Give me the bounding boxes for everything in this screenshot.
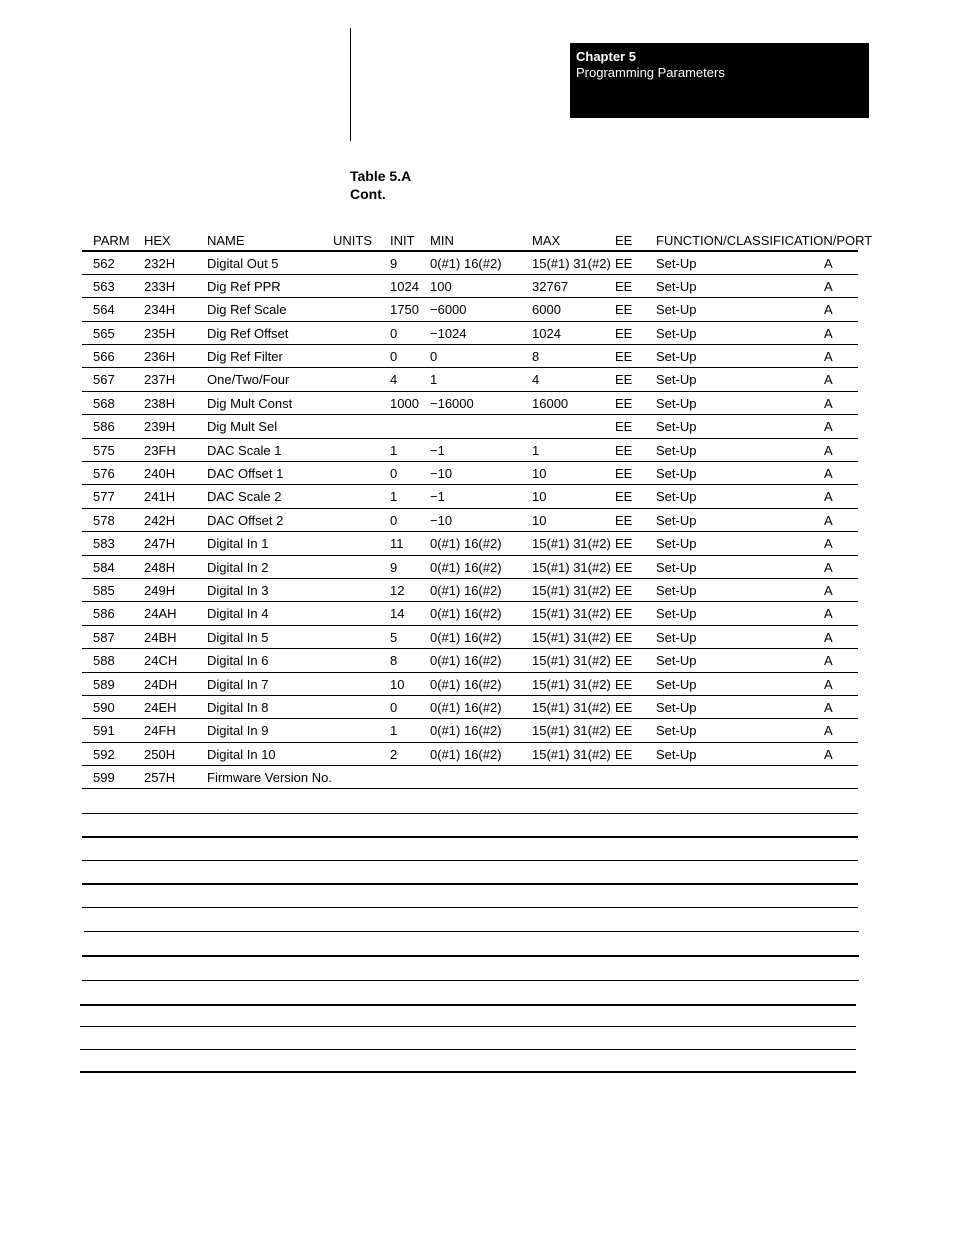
cell-hex: 234H [144, 302, 176, 318]
cell-hex: 23FH [144, 442, 176, 458]
cell-name: Digital In 5 [207, 629, 269, 645]
cell-hex: 249H [144, 582, 176, 598]
table-title-line2: Cont. [350, 186, 386, 202]
cell-function: Set-Up [656, 699, 697, 715]
cell-ee: EE [615, 723, 633, 739]
cell-port: A [824, 302, 833, 318]
cell-min: 0(#1) 16(#2) [430, 699, 502, 715]
cell-name: Dig Ref Filter [207, 349, 283, 365]
cell-function: Set-Up [656, 559, 697, 575]
cell-parm: 576 [93, 466, 115, 482]
cell-name: Dig Ref Scale [207, 302, 287, 318]
table-row [82, 252, 858, 275]
cell-min: 0(#1) 16(#2) [430, 746, 502, 762]
table-row [82, 532, 858, 555]
cell-ee: EE [615, 582, 633, 598]
cell-ee: EE [615, 325, 633, 341]
cell-port: A [824, 629, 833, 645]
cell-function: Set-Up [656, 255, 697, 271]
blank-rule-line [82, 860, 858, 861]
table-row [82, 649, 858, 672]
cell-init: 12 [390, 582, 405, 598]
cell-hex: 238H [144, 395, 176, 411]
blank-rule-line [80, 1004, 856, 1006]
cell-init: 4 [390, 372, 398, 388]
cell-ee: EE [615, 629, 633, 645]
cell-name: DAC Offset 1 [207, 466, 284, 482]
cell-hex: 233H [144, 278, 176, 294]
cell-max: 15(#1) 31(#2) [532, 559, 611, 575]
cell-hex: 24DH [144, 676, 178, 692]
cell-function: Set-Up [656, 582, 697, 598]
cell-init: 1024 [390, 278, 419, 294]
cell-init: 0 [390, 325, 398, 341]
cell-parm: 588 [93, 653, 115, 669]
cell-parm: 584 [93, 559, 115, 575]
cell-port: A [824, 699, 833, 715]
cell-max: 10 [532, 512, 547, 528]
table-row [82, 298, 858, 321]
cell-parm: 577 [93, 489, 115, 505]
table-row [82, 275, 858, 298]
cell-port: A [824, 395, 833, 411]
cell-parm: 591 [93, 723, 115, 739]
table-row [82, 485, 858, 508]
col-header-max: MAX [532, 233, 561, 248]
cell-min: 0(#1) 16(#2) [430, 676, 502, 692]
cell-function: Set-Up [656, 512, 697, 528]
col-header-units: UNITS [333, 233, 372, 248]
cell-port: A [824, 442, 833, 458]
table-row [82, 719, 858, 742]
table-row [82, 579, 858, 602]
cell-parm: 564 [93, 302, 115, 318]
cell-min: 0(#1) 16(#2) [430, 653, 502, 669]
cell-port: A [824, 559, 833, 575]
blank-rule-line [80, 1071, 856, 1073]
cell-max: 32767 [532, 278, 569, 294]
table-header-row [82, 228, 873, 252]
cell-name: Dig Ref PPR [207, 278, 281, 294]
cell-hex: 250H [144, 746, 176, 762]
cell-function: Set-Up [656, 746, 697, 762]
cell-parm: 568 [93, 395, 115, 411]
cell-hex: 235H [144, 325, 176, 341]
cell-ee: EE [615, 489, 633, 505]
cell-function: Set-Up [656, 536, 697, 552]
cell-ee: EE [615, 676, 633, 692]
cell-function: Set-Up [656, 723, 697, 739]
blank-rule-line [80, 1049, 856, 1050]
cell-name: Firmware Version No. [207, 770, 332, 786]
table-row [82, 602, 858, 625]
blank-rule-line [82, 980, 859, 981]
table-row [82, 673, 858, 696]
blank-rule-line [82, 836, 858, 838]
cell-max: 15(#1) 31(#2) [532, 699, 611, 715]
chapter-label: Chapter 5 [576, 49, 636, 64]
cell-max: 1024 [532, 325, 561, 341]
cell-function: Set-Up [656, 395, 697, 411]
cell-max: 15(#1) 31(#2) [532, 746, 611, 762]
table-row [82, 322, 858, 345]
cell-hex: 24BH [144, 629, 177, 645]
cell-function: Set-Up [656, 442, 697, 458]
cell-hex: 24FH [144, 723, 176, 739]
cell-hex: 24EH [144, 699, 177, 715]
col-header-ee: EE [615, 233, 633, 248]
cell-max: 6000 [532, 302, 561, 318]
cell-name: Digital Out 5 [207, 255, 279, 271]
cell-min: −1 [430, 442, 445, 458]
blank-rule-line [82, 883, 858, 885]
cell-parm: 592 [93, 746, 115, 762]
cell-ee: EE [615, 349, 633, 365]
blank-rule-line [82, 907, 858, 908]
col-header-name: NAME [207, 233, 245, 248]
cell-ee: EE [615, 302, 633, 318]
chapter-header [570, 43, 869, 118]
cell-port: A [824, 255, 833, 271]
cell-function: Set-Up [656, 466, 697, 482]
cell-parm: 599 [93, 770, 115, 786]
cell-parm: 586 [93, 606, 115, 622]
cell-hex: 257H [144, 770, 176, 786]
cell-min: 0 [430, 349, 438, 365]
blank-rule-line [82, 813, 858, 814]
cell-init: 10 [390, 676, 405, 692]
cell-init: 8 [390, 653, 398, 669]
cell-port: A [824, 723, 833, 739]
cell-min: −16000 [430, 395, 474, 411]
cell-name: Dig Mult Const [207, 395, 293, 411]
cell-port: A [824, 325, 833, 341]
cell-min: −6000 [430, 302, 467, 318]
table-row [82, 743, 858, 766]
table-row [82, 345, 858, 368]
cell-hex: 247H [144, 536, 176, 552]
cell-port: A [824, 536, 833, 552]
cell-ee: EE [615, 278, 633, 294]
cell-port: A [824, 372, 833, 388]
cell-name: DAC Offset 2 [207, 512, 284, 528]
cell-port: A [824, 349, 833, 365]
cell-init: 1000 [390, 395, 419, 411]
cell-init: 1 [390, 723, 398, 739]
cell-min: 0(#1) 16(#2) [430, 629, 502, 645]
cell-ee: EE [615, 395, 633, 411]
table-title-line1: Table 5.A [350, 168, 412, 184]
cell-function: Set-Up [656, 606, 697, 622]
cell-max: 1 [532, 442, 540, 458]
col-header-init: INIT [390, 233, 415, 248]
cell-hex: 24AH [144, 606, 177, 622]
table-row [82, 696, 858, 719]
cell-init: 9 [390, 255, 398, 271]
cell-ee: EE [615, 536, 633, 552]
cell-port: A [824, 278, 833, 294]
cell-parm: 565 [93, 325, 115, 341]
cell-init: 5 [390, 629, 398, 645]
cell-max: 15(#1) 31(#2) [532, 536, 611, 552]
cell-init: 11 [390, 536, 404, 552]
cell-ee: EE [615, 466, 633, 482]
cell-init: 14 [390, 606, 405, 622]
table-row [82, 626, 858, 649]
col-header-hex: HEX [144, 233, 171, 248]
cell-min: −1024 [430, 325, 467, 341]
cell-max: 15(#1) 31(#2) [532, 255, 611, 271]
cell-name: Digital In 7 [207, 676, 269, 692]
cell-max: 15(#1) 31(#2) [532, 582, 611, 598]
blank-rule-line [80, 1026, 856, 1027]
cell-hex: 237H [144, 372, 176, 388]
cell-init: 9 [390, 559, 398, 575]
cell-ee: EE [615, 372, 633, 388]
cell-name: Digital In 3 [207, 582, 269, 598]
cell-max: 15(#1) 31(#2) [532, 723, 611, 739]
cell-min: −10 [430, 512, 453, 528]
chapter-subtitle: Programming Parameters [576, 65, 725, 80]
table-title [350, 167, 411, 203]
cell-name: Digital In 8 [207, 699, 269, 715]
table-row [82, 462, 858, 485]
cell-parm: 578 [93, 512, 115, 528]
cell-min: 0(#1) 16(#2) [430, 536, 502, 552]
cell-ee: EE [615, 699, 633, 715]
col-header-function: FUNCTION/CLASSIFICATION/PORT [656, 233, 873, 248]
cell-min: 0(#1) 16(#2) [430, 559, 502, 575]
cell-init: 1750 [390, 302, 419, 318]
cell-ee: EE [615, 512, 633, 528]
cell-hex: 240H [144, 466, 176, 482]
table-row [82, 415, 858, 438]
cell-port: A [824, 746, 833, 762]
cell-port: A [824, 606, 833, 622]
cell-hex: 241H [144, 489, 176, 505]
cell-parm: 590 [93, 699, 115, 715]
cell-hex: 248H [144, 559, 176, 575]
cell-name: Dig Mult Sel [207, 419, 278, 435]
cell-name: Digital In 2 [207, 559, 269, 575]
cell-function: Set-Up [656, 676, 697, 692]
cell-port: A [824, 676, 833, 692]
cell-ee: EE [615, 606, 633, 622]
cell-port: A [824, 466, 833, 482]
cell-function: Set-Up [656, 419, 697, 435]
cell-min: −10 [430, 466, 453, 482]
parameter-table [82, 228, 873, 789]
cell-ee: EE [615, 255, 633, 271]
cell-parm: 575 [93, 442, 115, 458]
cell-port: A [824, 582, 833, 598]
col-header-parm: PARM [93, 233, 130, 248]
table-row [82, 392, 858, 415]
table-row [82, 368, 858, 391]
table-row [82, 439, 858, 462]
cell-ee: EE [615, 419, 633, 435]
cell-port: A [824, 512, 833, 528]
cell-hex: 236H [144, 349, 176, 365]
cell-name: Digital In 6 [207, 653, 269, 669]
cell-max: 10 [532, 489, 547, 505]
cell-function: Set-Up [656, 629, 697, 645]
cell-parm: 585 [93, 582, 115, 598]
blank-rule-line [82, 955, 859, 957]
cell-ee: EE [615, 559, 633, 575]
cell-max: 15(#1) 31(#2) [532, 653, 611, 669]
cell-function: Set-Up [656, 489, 697, 505]
cell-name: DAC Scale 2 [207, 489, 282, 505]
cell-function: Set-Up [656, 372, 697, 388]
cell-init: 0 [390, 512, 398, 528]
cell-min: 1 [430, 372, 438, 388]
cell-min: 0(#1) 16(#2) [430, 582, 502, 598]
cell-init: 1 [390, 442, 398, 458]
cell-init: 0 [390, 699, 398, 715]
cell-name: Digital In 1 [207, 536, 269, 552]
cell-parm: 586 [93, 419, 115, 435]
cell-function: Set-Up [656, 349, 697, 365]
margin-rule [350, 28, 351, 141]
cell-name: Digital In 9 [207, 723, 269, 739]
cell-min: −1 [430, 489, 445, 505]
cell-hex: 232H [144, 255, 176, 271]
cell-parm: 566 [93, 349, 115, 365]
cell-init: 0 [390, 466, 398, 482]
cell-max: 15(#1) 31(#2) [532, 606, 611, 622]
cell-function: Set-Up [656, 325, 697, 341]
table-row [82, 509, 858, 532]
cell-name: One/Two/Four [207, 372, 290, 388]
cell-parm: 587 [93, 629, 115, 645]
cell-init: 1 [390, 489, 398, 505]
cell-hex: 239H [144, 419, 176, 435]
cell-min: 0(#1) 16(#2) [430, 606, 502, 622]
cell-max: 4 [532, 372, 540, 388]
cell-max: 15(#1) 31(#2) [532, 629, 611, 645]
cell-ee: EE [615, 746, 633, 762]
cell-name: DAC Scale 1 [207, 442, 282, 458]
cell-function: Set-Up [656, 278, 697, 294]
col-header-min: MIN [430, 233, 454, 248]
cell-name: Digital In 10 [207, 746, 276, 762]
cell-min: 0(#1) 16(#2) [430, 723, 502, 739]
cell-max: 10 [532, 466, 547, 482]
cell-port: A [824, 489, 833, 505]
cell-port: A [824, 653, 833, 669]
cell-parm: 583 [93, 536, 115, 552]
cell-min: 0(#1) 16(#2) [430, 255, 502, 271]
cell-parm: 589 [93, 676, 115, 692]
table-row [82, 766, 858, 789]
cell-ee: EE [615, 653, 633, 669]
cell-function: Set-Up [656, 302, 697, 318]
cell-max: 8 [532, 349, 540, 365]
cell-hex: 242H [144, 512, 176, 528]
table-row [82, 556, 858, 579]
cell-init: 0 [390, 349, 398, 365]
cell-name: Digital In 4 [207, 606, 269, 622]
cell-ee: EE [615, 442, 633, 458]
cell-parm: 567 [93, 372, 115, 388]
cell-function: Set-Up [656, 653, 697, 669]
cell-max: 16000 [532, 395, 569, 411]
blank-rule-line [84, 931, 859, 932]
cell-port: A [824, 419, 833, 435]
cell-init: 2 [390, 746, 398, 762]
cell-parm: 563 [93, 278, 115, 294]
cell-hex: 24CH [144, 653, 178, 669]
cell-parm: 562 [93, 255, 115, 271]
cell-max: 15(#1) 31(#2) [532, 676, 611, 692]
cell-name: Dig Ref Offset [207, 325, 289, 341]
cell-min: 100 [430, 278, 452, 294]
